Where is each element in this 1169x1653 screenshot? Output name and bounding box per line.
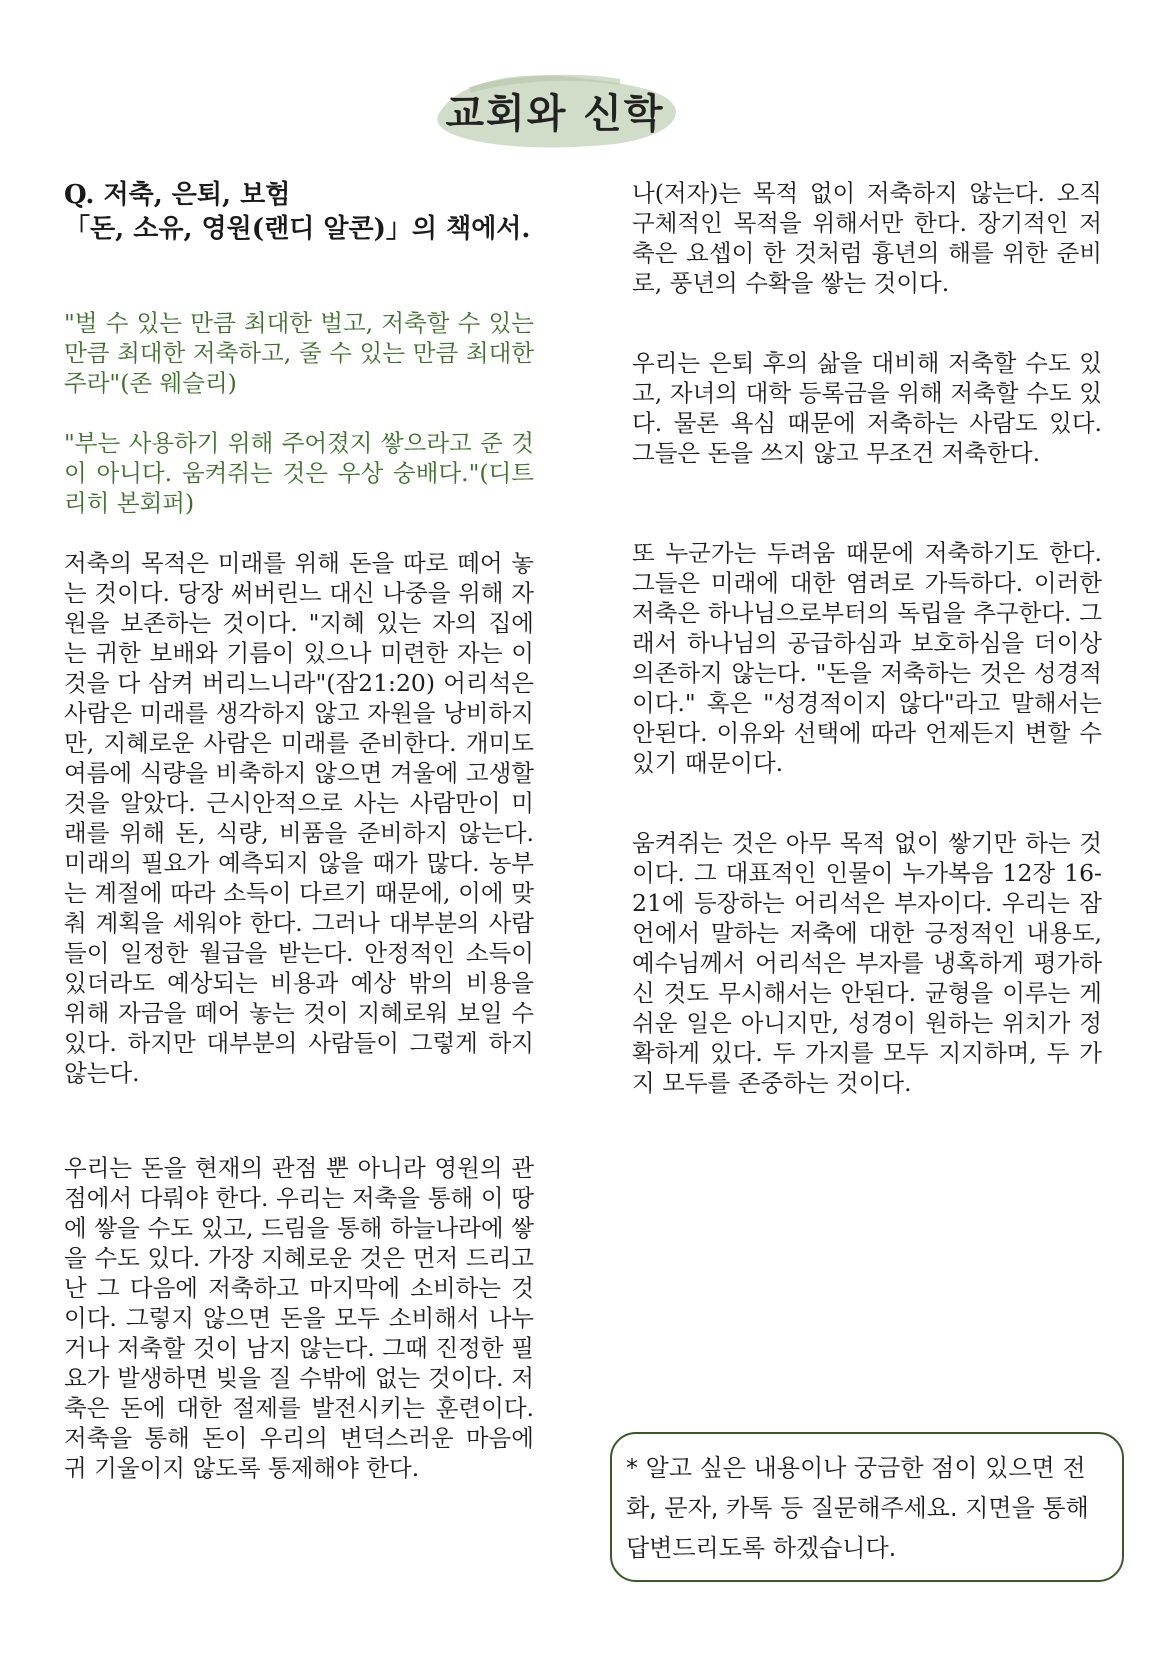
paragraph-eternal-perspective: 우리는 돈을 현재의 관점 뿐 아니라 영원의 관점에서 다뤄야 한다. 우리는 저축을 통해 이 땅에 쌓을 수도 있고, 드림을 통해 하늘나라에 쌓을 수도 있다. 가장 지혜로운 것은 먼저 드리고 난 그 다음에 저축하고 마지막에 소비하는 것이다. 그렇지 않으면 돈을 모두 소비해서 나누거나 저축할 것이 남지 않는다. 그때 진정한 필요가 발생하면 빚을 질 수밖에 없는 것이다. 저축은 돈에 대한 절제를 발전시키는 훈련이다. 저축을 통해 돈이 우리의 변덕스러운 마음에 귀 기울이지 않도록 통제해야 한다. <box>64 1154 534 1482</box>
question-title <box>64 178 530 246</box>
question-line-1: Q. 저축, 은퇴, 보험 <box>64 180 291 210</box>
paragraph-retirement: 우리는 은퇴 후의 삶을 대비해 저축할 수도 있고, 자녀의 대학 등록금을 위해 저축할 수도 있다. 물론 욕심 때문에 저축하는 사람도 있다. 그들은 돈을 쓰지 않고 무조건 저축한다. <box>632 349 1102 467</box>
question-line-2: 「돈, 소유, 영원(랜디 알콘)」의 책에서. <box>64 214 531 244</box>
paragraph-author-saving: 나(저자)는 목적 없이 저축하지 않는다. 오직 구체적인 목적을 위해서만 한다. 장기적인 저축은 요셉이 한 것처럼 흉년의 해를 위한 준비로, 풍년의 수확을 쌓는 것이다. <box>632 179 1102 297</box>
quote-wesley: "벌 수 있는 만큼 최대한 벌고, 저축할 수 있는 만큼 최대한 저축하고, 줄 수 있는 만큼 최대한 주라"(존 웨슬리) <box>64 309 534 397</box>
question-invitation-box <box>610 1432 1124 1582</box>
paragraph-purpose-of-saving: 저축의 목적은 미래를 위해 돈을 따로 떼어 놓는 것이다. 당장 써버린느 대신 나중을 위해 자원을 보존하는 것이다. "지혜 있는 자의 집에는 귀한 보배와 기름이 있으나 미련한 자는 이것을 다 삼켜 버리느니라"(잠21:20) 어리석은 사람은 미래를 생각하지 않고 자원을 낭비하지만, 지혜로운 사람은 미래를 준비한다. 개미도 여름에 식량을 비축하지 않으면 겨울에 고생할 것을 알았다. 근시안적으로 사는 사람만이 미래를 위해 돈, 식량, 비품을 준비하지 않는다. 미래의 필요가 예측되지 않을 때가 많다. 농부는 계절에 따라 소득이 다르기 때문에, 이에 맞춰 계획을 세워야 한다. 그러나 대부분의 사람들이 일정한 월급을 받는다. 안정적인 소득이 있더라도 예상되는 비용과 예상 밖의 비용을 위해 자금을 떼어 놓는 것이 지혜로워 보일 수 있다. 하지만 대부분의 사람들이 그렇게 하지 않는다. <box>64 549 534 1087</box>
paragraph-hoarding: 움켜쥐는 것은 아무 목적 없이 쌓기만 하는 것이다. 그 대표적인 인물이 누가복음 12장 16-21에 등장하는 어리석은 부자이다. 우리는 잠언에서 말하는 저축에 대한 긍정적인 내용도, 예수님께서 어리석은 부자를 냉혹하게 평가하신 것도 무시해서는 안된다. 균형을 이루는 게 쉬운 일은 아니지만, 성경이 원하는 위치가 정확하게 있다. 두 가지를 모두 지지하며, 두 가지 모두를 존중하는 것이다. <box>632 829 1102 1097</box>
page-header <box>430 60 680 160</box>
paragraph-fear: 또 누군가는 두려움 때문에 저축하기도 한다. 그들은 미래에 대한 염려로 가득하다. 이러한 저축은 하나님으로부터의 독립을 추구한다. 그래서 하나님의 공급하심과 보호하심을 더이상 의존하지 않는다. "돈을 저축하는 것은 성경적이다." 혹은 "성경적이지 않다"라고 말해서는 안된다. 이유와 선택에 따라 언제든지 변할 수 있기 때문이다. <box>632 539 1102 777</box>
question-invitation-text: * 알고 싶은 내용이나 궁금한 점이 있으면 전화, 문자, 카톡 등 질문해주세요. 지면을 통해 답변드리도록 하겠습니다. <box>626 1454 1089 1562</box>
quote-bonhoeffer: "부는 사용하기 위해 주어졌지 쌓으라고 준 것이 아니다. 움켜쥐는 것은 우상 숭배다."(디트리히 본회퍼) <box>64 429 534 517</box>
page-title: 교회와 신학 <box>445 91 665 137</box>
